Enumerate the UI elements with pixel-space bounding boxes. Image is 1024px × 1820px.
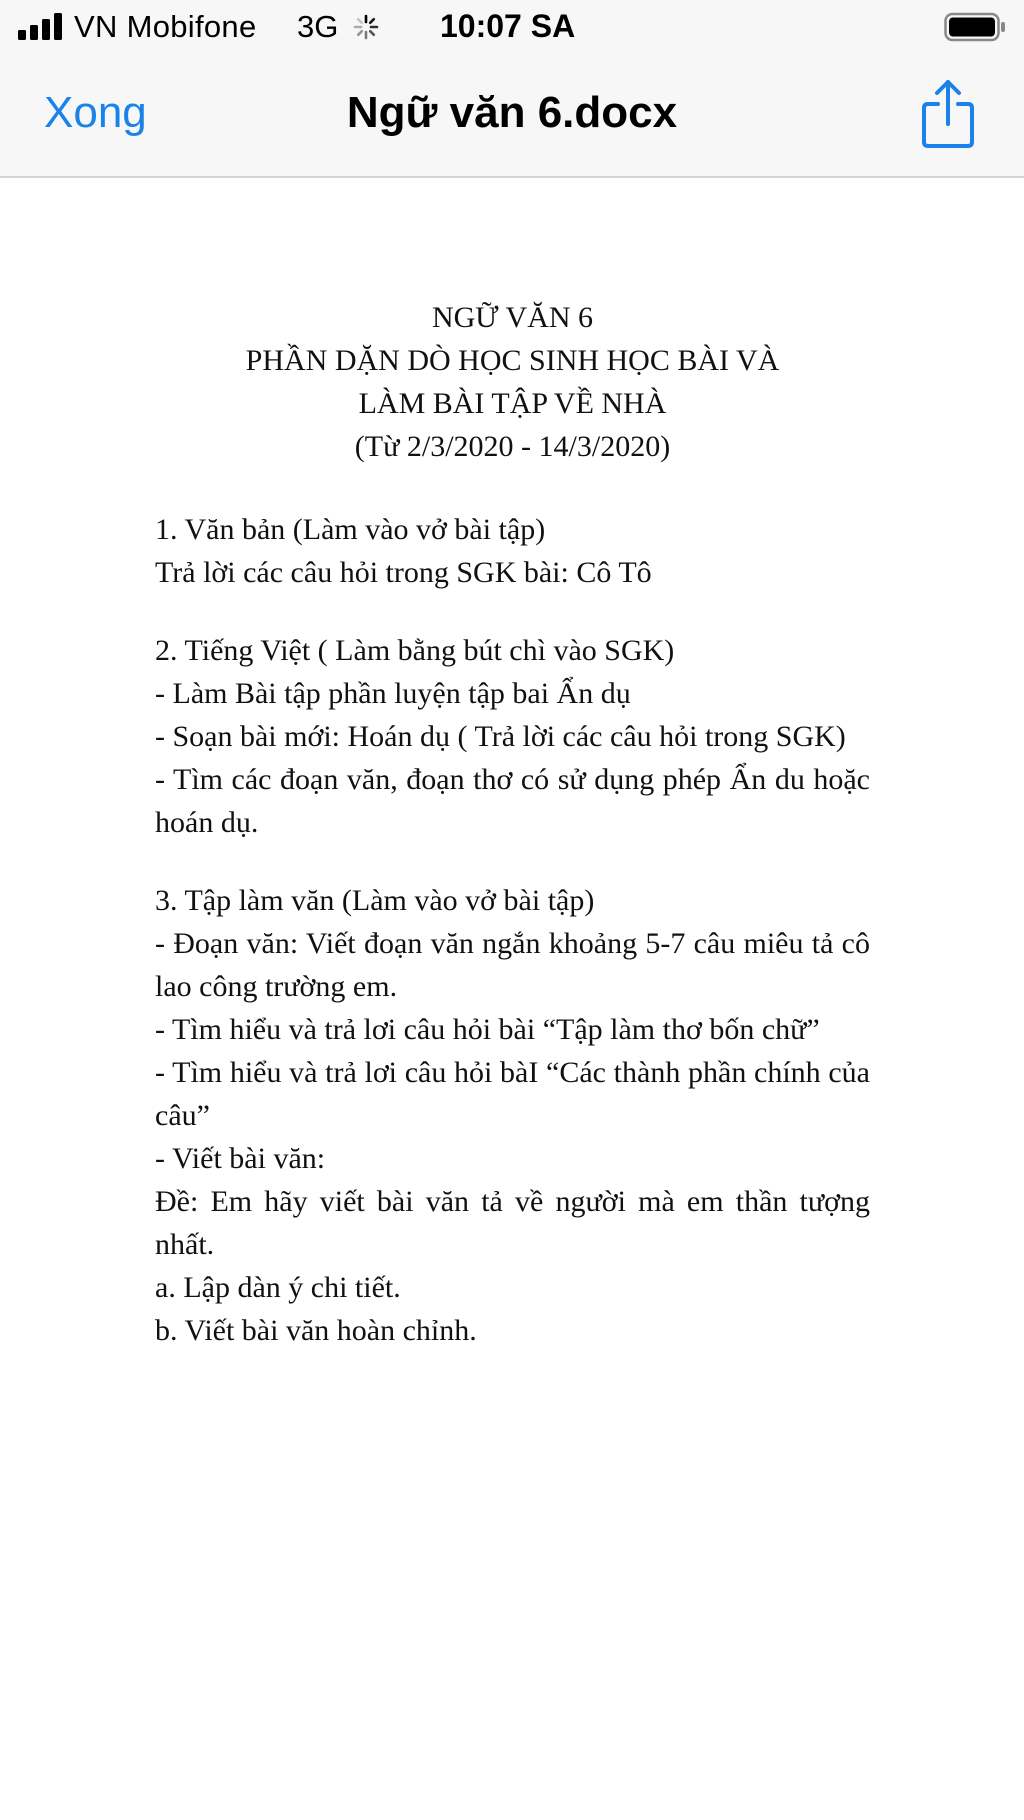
document-body: [155, 296, 870, 1387]
section-tap-lam-van: [155, 879, 870, 1352]
battery-icon: [944, 12, 1006, 42]
status-time: 10:07 SA: [440, 8, 576, 44]
document-title: Ngữ văn 6.docx: [346, 88, 678, 137]
header-line: LÀM BÀI TẬP VỀ NHÀ: [358, 387, 667, 420]
signal-icon: [18, 12, 64, 40]
section-item: - Làm Bài tập phần luyện tập bai Ẩn dụ: [155, 677, 631, 710]
section-heading: 2. Tiếng Việt ( Làm bằng bút chì vào SGK): [155, 634, 675, 667]
section-item: - Tìm các đoạn văn, đoạn thơ có sử dụng phép Ẩn du hoặc hoán dụ.: [155, 763, 870, 839]
document-header: [155, 296, 870, 468]
section-item: Trả lời các câu hỏi trong SGK bài: Cô Tô: [155, 556, 652, 589]
carrier-name: VN Mobifone: [74, 9, 257, 44]
share-icon[interactable]: [918, 78, 978, 150]
status-bar: [0, 0, 1024, 56]
section-item: - Tìm hiểu và trả lơi câu hỏi bàI “Các thành phần chính của câu”: [155, 1056, 870, 1132]
section-item: - Soạn bài mới: Hoán dụ ( Trả lời các câu hỏi trong SGK): [155, 720, 846, 753]
section-item: b. Viết bài văn hoàn chỉnh.: [155, 1314, 477, 1347]
activity-spinner-icon: [352, 13, 380, 41]
navigation-bar: [0, 56, 1024, 178]
section-item: Đề: Em hãy viết bài văn tả về người mà em thần tượng nhất.: [155, 1185, 870, 1261]
header-line: NGỮ VĂN 6: [431, 301, 594, 334]
section-heading: 1. Văn bản (Làm vào vở bài tập): [155, 513, 546, 546]
header-line: PHẦN DẶN DÒ HỌC SINH HỌC BÀI VÀ: [245, 344, 780, 377]
section-item: - Tìm hiểu và trả lơi câu hỏi bài “Tập làm thơ bốn chữ”: [155, 1013, 820, 1046]
section-van-ban: [155, 508, 870, 594]
network-type: 3G: [297, 9, 339, 44]
done-button[interactable]: Xong: [44, 88, 147, 137]
section-tieng-viet: [155, 629, 870, 844]
header-line: (Từ 2/3/2020 - 14/3/2020): [354, 430, 671, 463]
section-heading: 3. Tập làm văn (Làm vào vở bài tập): [155, 884, 595, 917]
section-item: a. Lập dàn ý chi tiết.: [155, 1271, 401, 1304]
section-item: - Đoạn văn: Viết đoạn văn ngắn khoảng 5-7 câu miêu tả cô lao công trường em.: [155, 927, 870, 1003]
section-item: - Viết bài văn:: [155, 1142, 326, 1175]
